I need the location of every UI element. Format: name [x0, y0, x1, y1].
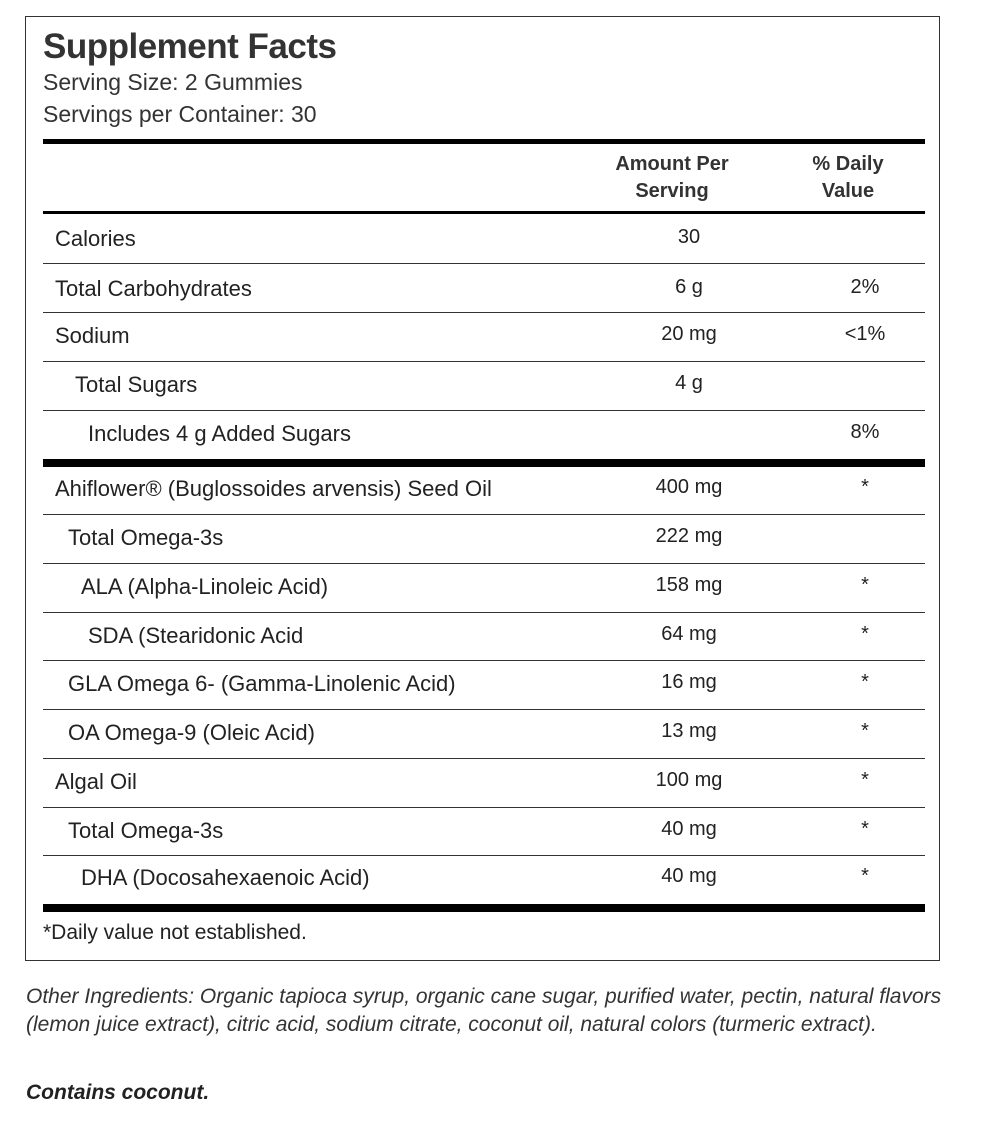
nutrient-amount: 30 [677, 226, 701, 248]
nutrient-row [43, 214, 925, 264]
nutrient-dv: 8% [850, 421, 880, 443]
ingredient-name: Ahiflower® (Buglossoides arvensis) Seed Oil [55, 476, 492, 501]
ingredient-row [43, 564, 925, 613]
amount-per-serving-header [610, 151, 734, 205]
supplement-facts-panel [25, 16, 940, 961]
section-rule [43, 459, 925, 467]
other-ingredients: Other Ingredients: Organic tapioca syrup, organic cane sugar, purified water, pectin, natural flavors (lemon juice extract), citric acid, sodium citrate, coconut oil, natural colors (turmeric extract). [26, 985, 942, 1036]
ingredient-name: OA Omega-9 (Oleic Acid) [68, 720, 315, 745]
servings-per-container: Servings per Container: 30 [43, 101, 317, 127]
footnote: *Daily value not established. [43, 921, 307, 944]
dv-header-line1: % Daily [812, 153, 884, 175]
ingredient-dv: * [861, 865, 869, 887]
top-rule [43, 139, 925, 144]
nutrient-name: Calories [55, 226, 136, 251]
ingredient-row [43, 467, 925, 515]
ingredient-name: Total Omega-3s [68, 818, 224, 843]
nutrient-amount: 4 g [675, 372, 703, 394]
ingredient-row [43, 710, 925, 759]
ingredient-amount: 158 mg [655, 574, 723, 596]
ingredient-amount: 16 mg [661, 671, 717, 693]
ingredient-amount: 222 mg [655, 525, 723, 547]
ingredient-row [43, 759, 925, 808]
serving-size: Serving Size: 2 Gummies [43, 69, 303, 95]
ingredient-dv: * [861, 574, 869, 596]
nutrient-dv: 2% [850, 276, 880, 298]
bottom-rule [43, 904, 925, 912]
allergen-statement: Contains coconut. [26, 1081, 210, 1104]
nutrient-row [43, 411, 925, 459]
ingredient-dv: * [861, 818, 869, 840]
ingredient-dv: * [861, 671, 869, 693]
ingredient-amount: 64 mg [661, 623, 717, 645]
nutrient-name: Total Sugars [75, 372, 198, 397]
nutrient-amount: 20 mg [661, 323, 717, 345]
ingredient-name: GLA Omega 6- (Gamma-Linolenic Acid) [68, 671, 456, 696]
daily-value-header [804, 151, 892, 205]
nutrient-row [43, 313, 925, 362]
ingredient-name: Algal Oil [55, 769, 137, 794]
nutrient-row [43, 264, 925, 313]
nutrient-name: Total Carbohydrates [55, 276, 252, 301]
ingredient-name: Total Omega-3s [68, 525, 224, 550]
panel-title: Supplement Facts [43, 27, 337, 66]
ingredient-amount: 40 mg [661, 818, 717, 840]
nutrient-amount: 6 g [675, 276, 703, 298]
nutrient-name: Sodium [55, 323, 130, 348]
nutrient-name: Includes 4 g Added Sugars [88, 421, 351, 446]
ingredient-amount: 40 mg [661, 865, 717, 887]
ingredient-name: ALA (Alpha-Linoleic Acid) [81, 574, 329, 599]
ingredient-row [43, 661, 925, 710]
ingredient-row [43, 856, 925, 904]
ingredient-dv: * [861, 769, 869, 791]
amount-header-line1: Amount Per [615, 153, 729, 175]
ingredient-row [43, 515, 925, 564]
ingredient-name: SDA (Stearidonic Acid [88, 623, 304, 648]
ingredient-amount: 100 mg [655, 769, 723, 791]
ingredient-name: DHA (Docosahexaenoic Acid) [81, 865, 370, 890]
ingredient-amount: 400 mg [655, 476, 723, 498]
ingredient-dv: * [861, 623, 869, 645]
nutrient-row [43, 362, 925, 411]
ingredient-dv: * [861, 476, 869, 498]
nutrient-dv: <1% [844, 323, 886, 345]
ingredient-dv: * [861, 720, 869, 742]
ingredient-amount: 13 mg [661, 720, 717, 742]
ingredient-row [43, 808, 925, 856]
dv-header-line2: Value [821, 180, 875, 202]
ingredient-row [43, 613, 925, 661]
amount-header-line2: Serving [635, 180, 709, 202]
